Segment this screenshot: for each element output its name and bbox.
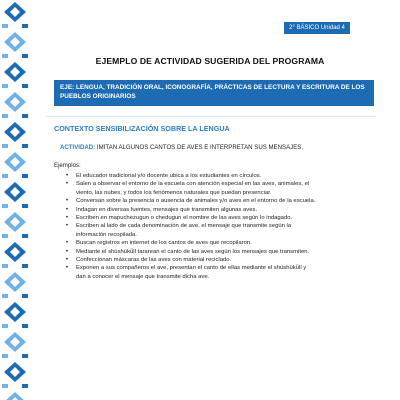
bullet-icon: •	[66, 240, 69, 247]
list-item: • Confeccionan máscaras de las aves con material reciclado.	[66, 257, 232, 264]
activity-line	[60, 144, 370, 151]
bullet-icon: •	[66, 257, 69, 264]
list-item: • Mediante el shüshükü̈ll tararean el canto de las aves según los mensajes que transmiten.	[66, 248, 310, 255]
list-item: • Escriben al lado de cada denominación de ave, el mensaje que transmite según la información recopilada.	[66, 223, 292, 238]
bullet-icon: •	[66, 206, 69, 213]
axis-heading-line-2: PUEBLOS ORIGINARIOS	[60, 93, 136, 100]
bullet-icon: •	[66, 215, 69, 222]
list-item: • Indagan en diversas fuentes, mensajes que transmiten algunas aves.	[66, 206, 258, 213]
page-title: EJEMPLO DE ACTIVIDAD SUGERIDA DEL PROGRAMA	[95, 56, 325, 66]
bullet-icon: •	[66, 223, 69, 230]
section-title: CONTEXTO SENSIBILIZACIÓN SOBRE LA LENGUA	[54, 124, 230, 133]
examples-list	[66, 172, 372, 281]
list-item: • Exponen a sus compañeros el ave, presentan el canto de ellas mediante el shüshükü̈ll y dan a conocer el mensaje que transmite dicha ave.	[66, 265, 307, 280]
axis-heading-line-1: EJE: LENGUA, TRADICIÓN ORAL, ICONOGRAFÍA, PRÁCTICAS DE LECTURA Y ESCRITURA DE LOS	[60, 84, 365, 91]
list-item: • Escriben en mapuchezugun o chedugun el nombre de las aves según lo indagado.	[66, 215, 293, 222]
activity-label: ACTIVIDAD:	[60, 144, 96, 151]
bullet-icon: •	[66, 173, 69, 179]
axis-heading-box	[54, 80, 374, 106]
bullet-icon: •	[66, 181, 69, 188]
bullet-icon: •	[66, 265, 69, 272]
pattern-band-graphic	[0, 0, 30, 400]
list-item: • Salen a observar el entorno de la escuela con atención especial en las aves, animales, el viento, las nubes, y todos los fenómenos naturales que puedan presenciar.	[66, 181, 310, 196]
grade-unit-badge: 2° BÁSICO Unidad 4	[284, 22, 350, 34]
mapuche-pattern-band	[0, 0, 30, 400]
activity-text: IMITAN ALGUNOS CANTOS DE AVES E INTERPRETAN SUS MENSAJES.	[96, 144, 304, 151]
list-item: • Buscan registros en internet de los cantos de aves que recopilaron.	[66, 240, 252, 247]
examples-label: Ejemplos:	[54, 162, 81, 169]
section-divider	[46, 116, 376, 117]
list-item: • Conversan sobre la presencia o ausencia de animales y/o aves en el entorno de la escuela.	[66, 198, 316, 205]
bullet-icon: •	[66, 248, 69, 255]
bullet-icon: •	[66, 198, 69, 205]
list-item: • El educador tradicional y/o docente ubica a los estudiantes en círculos.	[66, 173, 262, 179]
